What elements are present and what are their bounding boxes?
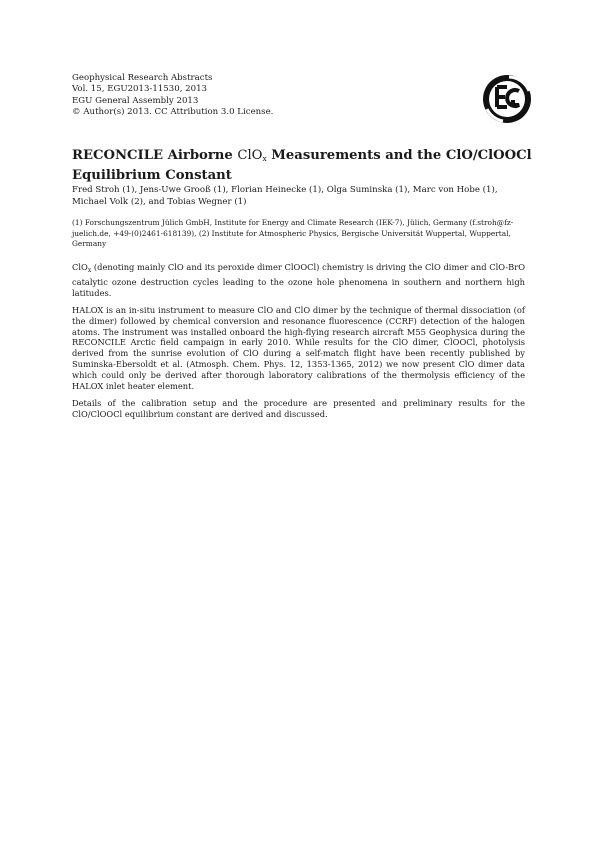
abstract-paragraph-2: HALOX is an in-situ instrument to measure ClO and ClO dimer by the technique of thermal dissociation (of the dimer) followed by chemical conversion and resonance fluorescence (CCRF) detection of the halogen atoms. The instrument was installed onboard the high-flying research aircraft M55 Geophysica during the RECONCILE Arctic field campaign in early 2010. While results for the ClO dimer, ClOOCl, photolysis derived from the sunrise evolution of ClO during a self-match flight have been recently published by Suminska-Ebersoldt et al. (Atmosph. Chem. Phys. 12, 1353-1365, 2012) we now present ClO dimer data which could only be derived after thorough laboratory calibrations of the thermolysis efficiency of the HALOX inlet heater element. — [72, 304, 525, 392]
assembly-name: EGU General Assembly 2013 — [72, 95, 199, 106]
volume-info: Vol. 15, EGU2013-11530, 2013 — [72, 84, 208, 95]
title-clox: ClO — [237, 148, 263, 163]
title-clox-subscript: x — [262, 154, 267, 163]
abstract-paragraph-1 — [72, 262, 525, 299]
title-part-3: Measurements and the ClO/ClOOCl Equilibrium Constant — [72, 148, 532, 183]
abstract-paragraph-3: Details of the calibration setup and the procedure are presented and preliminary results for the ClO/ClOOCl equilibrium constant are derived and discussed. — [72, 397, 525, 419]
title-part-1: RECONCILE Airborne — [72, 148, 238, 163]
clox-subscript: x — [87, 267, 92, 274]
author-list: Fred Stroh (1), Jens-Uwe Grooß (1), Florian Heinecke (1), Olga Suminska (1), Marc von Hobe (1), Michael Volk (2), and Tobias Wegner (1) — [72, 185, 498, 207]
affiliations: (1) Forschungszentrum Jülich GmbH, Institute for Energy and Climate Research (IEK-7), Jülich, Germany (f.stroh@fz-juelich.de, +49-(0)2461-618139), (2) Institute for Atmospheric Physics, Bergische Universität Wuppertal, Wuppertal, Germany — [72, 218, 514, 249]
paragraph-1-text: (denoting mainly ClO and its peroxide dimer ClOOCl) chemistry is driving the ClO dimer and ClO-BrO catalytic ozone destruction cycles leading to the ozone hole phenomena in southern and northern high latitudes. — [72, 262, 525, 298]
paper-title — [72, 147, 532, 184]
clox-term: ClO — [72, 262, 88, 272]
egu-logo-icon — [481, 73, 533, 125]
license-line: © Author(s) 2013. CC Attribution 3.0 License. — [72, 107, 274, 118]
abstract-body — [72, 262, 525, 426]
journal-name: Geophysical Research Abstracts — [72, 73, 213, 83]
publication-header — [72, 73, 273, 119]
